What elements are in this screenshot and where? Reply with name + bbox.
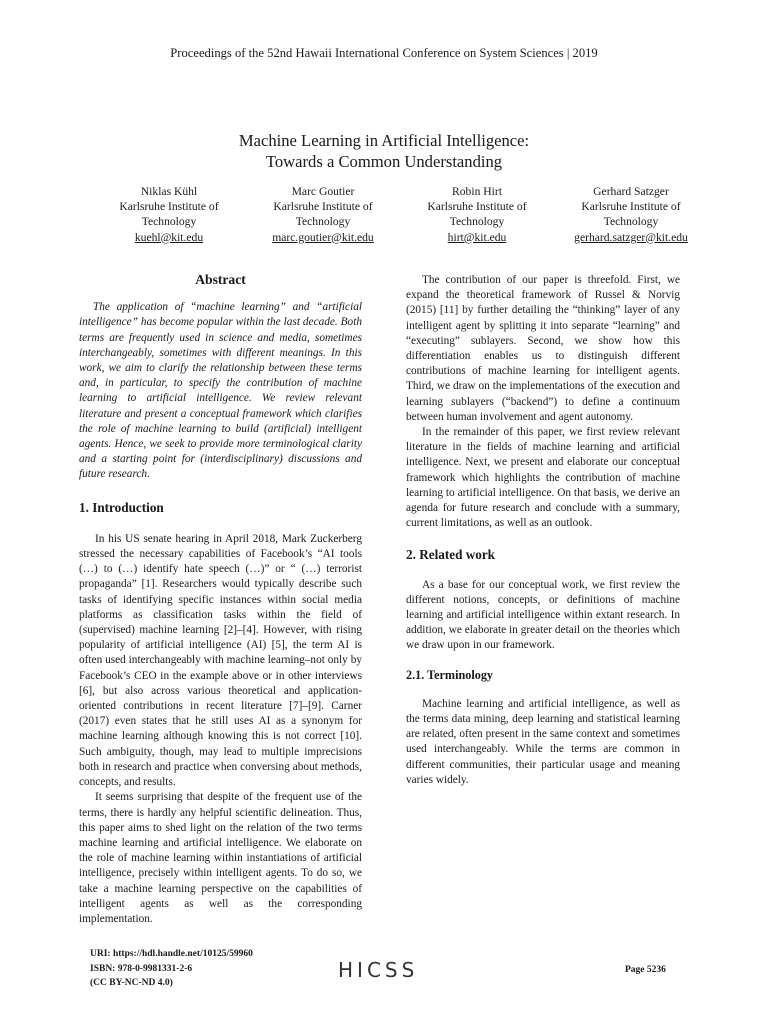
footer-license: (CC BY-NC-ND 4.0): [90, 978, 173, 988]
introduction-paragraph-2: It seems surprising that despite of the frequent use of the terms, there is hardly any helpful scientific delineation. Thus, this paper aims to shed light on the relation of the two terms machine learning and artificial intelligence. We elaborate on the role of machine learning within instantiations of artificial intelligence, precisely within intelligent agents. To do so, we take a machine learning perspective on the capabilities of intelligent agents as well as the corresponding implementation.: [79, 791, 362, 925]
subsection-heading-terminology: 2.1. Terminology: [406, 667, 494, 682]
title-line-2: Towards a Common Understanding: [265, 152, 503, 171]
title-line-1: Machine Learning in Artificial Intelligence:: [238, 131, 530, 150]
author-name: Gerhard Satzger: [593, 185, 669, 198]
author-institution: Karlsruhe Institute of: [273, 200, 373, 214]
section-heading-related-work: 2. Related work: [406, 547, 496, 563]
author-email-link[interactable]: marc.goutier@kit.edu: [272, 230, 374, 244]
author-institution: Technology: [603, 215, 659, 229]
author-email-link[interactable]: hirt@kit.edu: [447, 230, 507, 244]
author-block: [562, 184, 700, 245]
terminology-paragraph: Machine learning and artificial intelligence, as well as the terms data mining, deep learning and statistical learning are related, often present in the same context and sometimes used interchangeably. While the terms are common in different communities, their particular usage and meaning varies widely.: [406, 697, 680, 786]
author-institution: Karlsruhe Institute of: [119, 200, 219, 214]
right-column: [406, 273, 680, 788]
author-institution: Technology: [141, 215, 197, 229]
author-name: Robin Hirt: [452, 185, 502, 198]
author-institution: Karlsruhe Institute of: [427, 200, 527, 214]
proceedings-header: Proceedings of the 52nd Hawaii International Conference on System Sciences | 2019: [170, 46, 598, 60]
author-block: [100, 184, 238, 245]
author-block: [254, 184, 392, 245]
abstract-heading: Abstract: [195, 272, 246, 287]
author-list: [100, 184, 700, 245]
author-email-link[interactable]: gerhard.satzger@kit.edu: [574, 230, 688, 244]
author-block: [408, 184, 546, 245]
author-name: Marc Goutier: [291, 185, 355, 198]
paper-title: [0, 130, 768, 172]
footer-metadata: [90, 947, 253, 991]
footer-isbn: ISBN: 978-0-9981331-2-6: [90, 963, 193, 974]
author-institution: Technology: [295, 215, 351, 229]
page-number: Page 5236: [625, 965, 666, 975]
author-institution: Technology: [449, 215, 505, 229]
author-name: Niklas Kühl: [140, 185, 198, 198]
related-work-paragraph: As a base for our conceptual work, we first review the different notions, concepts, or definitions of machine learning and artificial intelligence within extant research. In addition, we elaborate in greater detail on the theories which we draw upon in our framework.: [406, 578, 680, 652]
introduction-paragraph-3: The contribution of our paper is threefold. First, we expand the theoretical framework of Russel & Norvig (2015) [11] by further detailing the “thinking” layer of any intelligent agent by splitting it into separate “learning” and “executing” sublayers. Second, we show how this differentiation enables us to distinguish different contributions of machine learning for intelligent agents. Third, we draw on the implementations of the execution and learning sublayers (“backend”) to define a continuum between human involvement and agent autonomy.: [406, 274, 680, 423]
introduction-paragraph-1: In his US senate hearing in April 2018, Mark Zuckerberg stressed the necessary capabilities of Facebook’s “AI tools (…) to (…) identify hate speech (…)” or “ (…) terrorist propaganda” [1]. Researchers would typically describe such tasks of identifying specific instances within social media platforms as classification tasks within the field of (supervised) machine learning [2]–[4]. However, with rising popularity of artificial intelligence (AI) [5], the term AI is often used interchangeably with machine learning–not only by Facebook’s CEO in the example above or in other interviews [6], but also across various theoretical and application-oriented contributions in recent literature [7]–[9]. Carner (2017) even states that he still uses AI as a synonym for machine learning although knowing this is not correct [10]. Such ambiguity, though, may lead to multiple imprecisions both in research and practice when conversing about methods, concepts, and results.: [79, 532, 362, 789]
author-email-link[interactable]: kuehl@kit.edu: [134, 230, 204, 244]
introduction-paragraph-4: In the remainder of this paper, we first review relevant literature in the fields of machine learning and artificial intelligence. Next, we present and elaborate our conceptual framework which highlights the contribution of machine learning to artificial intelligence. On that basis, we derive an agenda for future research and conclude with a summary, current limitations, as well as an outlook.: [406, 426, 680, 530]
section-heading-introduction: 1. Introduction: [79, 499, 164, 515]
author-institution: Karlsruhe Institute of: [581, 200, 681, 214]
footer-uri-link[interactable]: URI: https://hdl.handle.net/10125/59960: [90, 949, 253, 959]
left-column: [79, 272, 362, 927]
hicss-logo: HICSS: [338, 958, 419, 982]
abstract-text: The application of “machine learning” and “artificial intelligence” has become popular within the last decade. Both terms are frequently used in science and media, sometimes interchangeably, sometimes with different meanings. In this work, we aim to clarify the relationship between these terms and, in particular, to specify the contribution of machine learning to artificial intelligence. We review relevant literature and present a conceptual framework which clarifies the role of machine learning to build (artificial) intelligent agents. Hence, we seek to provide more terminological clarity and a starting point for (interdisciplinary) discussions and future research.: [79, 301, 362, 481]
